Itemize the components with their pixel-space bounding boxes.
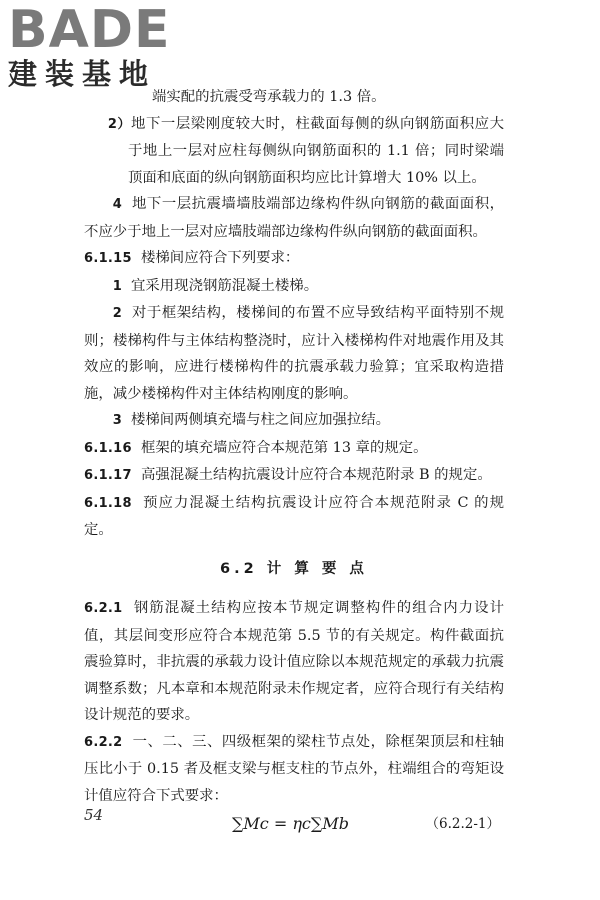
clause-number: 6.2.1 <box>84 601 123 616</box>
logo <box>8 0 183 91</box>
clause: 6.1.16 框架的填充墙应符合本规范第 13 章的规定。 <box>84 439 428 456</box>
formula <box>84 811 504 839</box>
clause: 6.1.15 楼梯间应符合下列要求： <box>84 250 300 266</box>
formula-expression: ∑Mc = ηc∑Mb <box>232 814 349 833</box>
formula-number: （6.2.2-1） <box>425 816 500 832</box>
clause: 6.1.18 预应力混凝土结构抗震设计应符合本规范附录 C 的规定。 <box>84 494 504 538</box>
list-item: 3 楼梯间两侧填充墙与柱之间应加强拉结。 <box>112 412 391 428</box>
clause: 6.2.2 一、二、三、四级框架的梁柱节点处，除框架顶层和柱轴压比小于 0.15 者及框支梁与框支柱的节点外，柱端组合的弯矩设计值应符合下式要求： <box>84 733 504 804</box>
clause-number: 6.1.15 <box>84 251 132 266</box>
clause-number: 6.1.16 <box>84 440 132 456</box>
list-item: 4 地下一层抗震墙墙肢端部边缘构件纵向钢筋的截面面积，不应少于地上一层对应墙肢端部边缘构件纵向钢筋的截面面积。 <box>84 196 504 240</box>
list-item: 1 宜采用现浇钢筋混凝土楼梯。 <box>112 277 319 294</box>
clause: 6.1.17 高强混凝土结构抗震设计应符合本规范附录 B 的规定。 <box>84 467 492 483</box>
logo-subtitle: 建装基地 <box>8 57 157 91</box>
page-number: 54 <box>84 806 104 824</box>
list-item: 2）地下一层梁刚度较大时，柱截面每侧的纵向钢筋面积应大于地上一层对应柱每侧纵向钢筋面积的 1.1 倍；同时梁端顶面和底面的纵向钢筋面积均应比计算增大 10% 以上。 <box>107 115 504 186</box>
clause-number: 6.1.17 <box>84 468 132 483</box>
paragraph-continuation: 端实配的抗震受弯承载力的 1.3 倍。 <box>152 89 386 105</box>
clause: 6.2.1 钢筋混凝土结构应按本节规定调整构件的组合内力设计值，其层间变形应符合本规范第 5.5 节的有关规定。构件截面抗震验算时，非抗震的承载力设计值应除以本规范规定的承载力抗震调整系数；凡本章和本规范附录未作规定者，应符合现行有关结构设计规范的要求。 <box>84 600 504 723</box>
list-item: 2 对于框架结构，楼梯间的布置不应导致结构平面特别不规则；楼梯构件与主体结构整浇时，应计入楼梯构件对地震作用及其效应的影响，应进行楼梯构件的抗震承载力验算；宜采取构造措施，减少楼梯构件对主体结构刚度的影响。 <box>84 305 504 402</box>
logo-mark: BADE <box>8 0 171 60</box>
clause-number: 6.1.18 <box>84 495 132 511</box>
clause-number: 6.2.2 <box>84 734 123 750</box>
page-body <box>84 84 504 839</box>
section-heading: 6.2 计 算 要 点 <box>220 560 368 577</box>
